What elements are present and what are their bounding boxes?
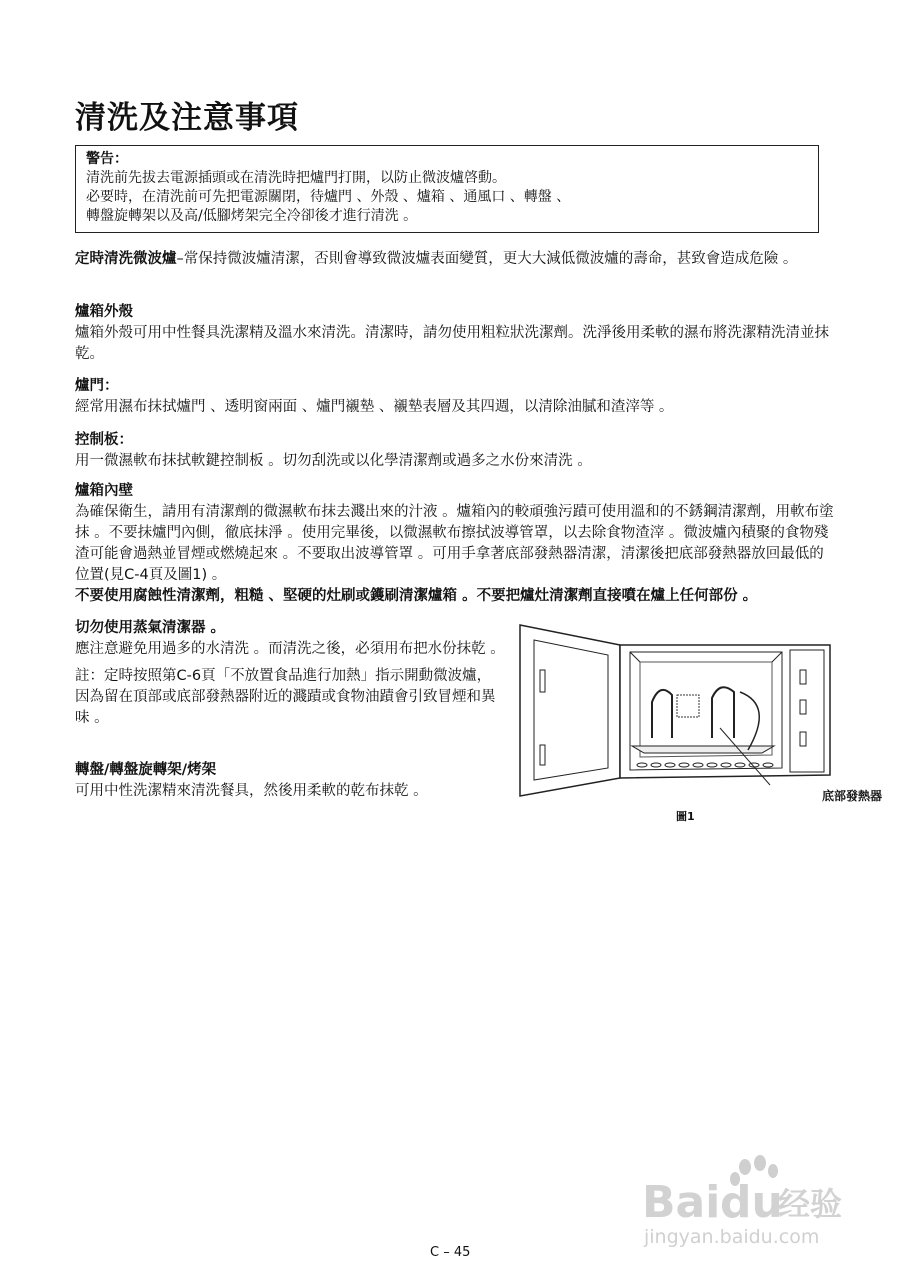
page-number: C – 45 — [430, 1245, 471, 1260]
warning-title: 警告： — [86, 151, 128, 167]
watermark-url: jingyan.baidu.com — [644, 1226, 820, 1248]
microwave-illustration — [512, 620, 844, 820]
section-note: 註：定時按照第C-6頁「不放置食品進行加熱」指示開動微波爐，因為留在頂部或底部發熱器附近的濺蹟或食物油蹟會引致冒煙和異味 。 — [75, 668, 496, 726]
svg-text:经验: 经验 — [778, 1185, 843, 1223]
section-heading: 爐門： — [75, 378, 119, 394]
section-turntable — [75, 760, 505, 802]
section-text: 用一微濕軟布抹拭軟鍵控制板 。切勿刮洗或以化學清潔劑或過多之水份來清洗 。 — [75, 453, 592, 469]
section-heading: 爐箱外殼 — [75, 304, 133, 320]
section-text: 為確保衛生，請用有清潔劑的微濕軟布抹去濺出來的汁液 。爐箱內的較頑強污蹟可使用溫和的不銹鋼清潔劑，用軟布塗抹 。不要抹爐門內側，徹底抹淨 。使用完畢後，以微濕軟布擦拭波導管罩，以去除食物渣滓 。微波爐內積聚的食物殘渣可能會過熱並冒煙或燃燒起來 。不要取出波導管罩 。可用手拿著底部發熱器清潔，清潔後把底部發熱器放回最低的位置(見C-4頁及圖1) 。 — [75, 504, 834, 583]
section-text: 應注意避免用過多的水清洗 。而清洗之後，必須用布把水份抹乾 。 — [75, 641, 505, 657]
section-control-panel — [75, 430, 835, 472]
warning-line: 清洗前先拔去電源插頭或在清洗時把爐門打開，以防止微波爐啓動。 — [86, 170, 506, 186]
section-text: 經常用濕布抹拭爐門 、透明窗兩面 、爐門襯墊 、襯墊表層及其四週，以清除油膩和渣滓等 。 — [75, 399, 674, 415]
section-door — [75, 376, 835, 418]
intro-bold: 定時清洗微波爐 — [75, 251, 177, 267]
figure-caption: 圖1 — [676, 810, 695, 823]
section-interior — [75, 481, 835, 607]
intro-paragraph — [75, 249, 835, 270]
intro-text: –常保持微波爐清潔，否則會導致微波爐表面變質，更大大減低微波爐的壽命，甚致會造成危險 。 — [176, 251, 798, 267]
section-text: 爐箱外殼可用中性餐具洗潔精及溫水來清洗。清潔時，請勿使用粗粒狀洗潔劑。洗淨後用柔軟的濕布將洗潔精洗清並抹乾。 — [75, 325, 829, 362]
baidu-watermark — [642, 1155, 852, 1250]
section-bold-note: 不要使用腐蝕性清潔劑，粗糙 、堅硬的灶刷或鑊刷清潔爐箱 。不要把爐灶清潔劑直接噴在爐上任何部份 。 — [75, 588, 758, 604]
section-steam — [75, 618, 505, 729]
section-heading: 轉盤/轉盤旋轉架/烤架 — [75, 762, 217, 778]
warning-line: 轉盤旋轉架以及高/低腳烤架完全冷卻後才進行清洗 。 — [86, 208, 418, 224]
warning-line: 必要時，在清洗前可先把電源關閉，待爐門 、外殼 、爐箱 、通風口 、轉盤 、 — [86, 189, 571, 205]
figure-label: 底部發熱器 — [822, 789, 883, 803]
section-heading: 切勿使用蒸氣清潔器 。 — [75, 620, 226, 636]
section-cabinet — [75, 302, 835, 365]
warning-box — [75, 145, 819, 233]
page-title: 清洗及注意事項 — [75, 100, 299, 136]
svg-text:du: du — [720, 1177, 783, 1228]
section-heading: 控制板： — [75, 432, 133, 448]
svg-text:Bai: Bai — [642, 1177, 721, 1228]
section-text: 可用中性洗潔精來清洗餐具，然後用柔軟的乾布抹乾 。 — [75, 783, 428, 799]
section-heading: 爐箱內壁 — [75, 483, 133, 499]
